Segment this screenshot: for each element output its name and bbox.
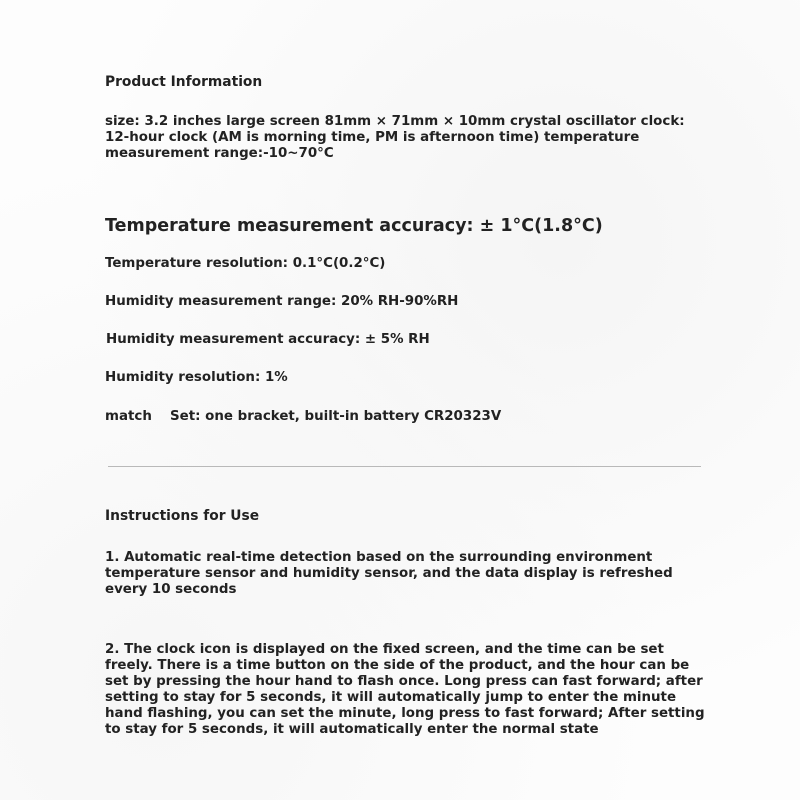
product-info-description: size: 3.2 inches large screen 81mm × 71mm × 10mm crystal oscillator clock: 12-hour clock (AM is morning time, PM is afternoon time) temperature measurement range:-10~70°C: [105, 114, 685, 161]
section-divider: [108, 466, 701, 467]
match-value: Set: one bracket, built-in battery CR20323V: [170, 409, 502, 424]
instruction-item-2: 2. The clock icon is displayed on the fixed screen, and the time can be set freely. There is a time button on the side of the product, and the hour can be set by pressing the hour hand to flash once. Long press can fast forward; after setting to stay for 5 seconds, it will automatically jump to enter the minute hand flashing, you can set the minute, long press to fast forward; After setting to stay for 5 seconds, it will automatically enter the normal state: [105, 642, 705, 737]
instructions-heading: Instructions for Use: [105, 508, 260, 524]
match-label: match: [105, 409, 152, 424]
match-row: [105, 409, 501, 425]
temperature-accuracy-spec: Temperature measurement accuracy: ± 1°C(1.8°C): [105, 216, 603, 236]
humidity-resolution-spec: Humidity resolution: 1%: [105, 370, 288, 385]
temperature-resolution-spec: Temperature resolution: 0.1°C(0.2°C): [105, 256, 386, 271]
humidity-range-spec: Humidity measurement range: 20% RH-90%RH: [105, 294, 459, 309]
instruction-item-1: 1. Automatic real-time detection based on the surrounding environment temperature sensor and humidity sensor, and the data display is refreshed every 10 seconds: [105, 550, 673, 597]
humidity-accuracy-spec: Humidity measurement accuracy: ± 5% RH: [106, 332, 430, 347]
product-info-heading: Product Information: [105, 74, 263, 90]
